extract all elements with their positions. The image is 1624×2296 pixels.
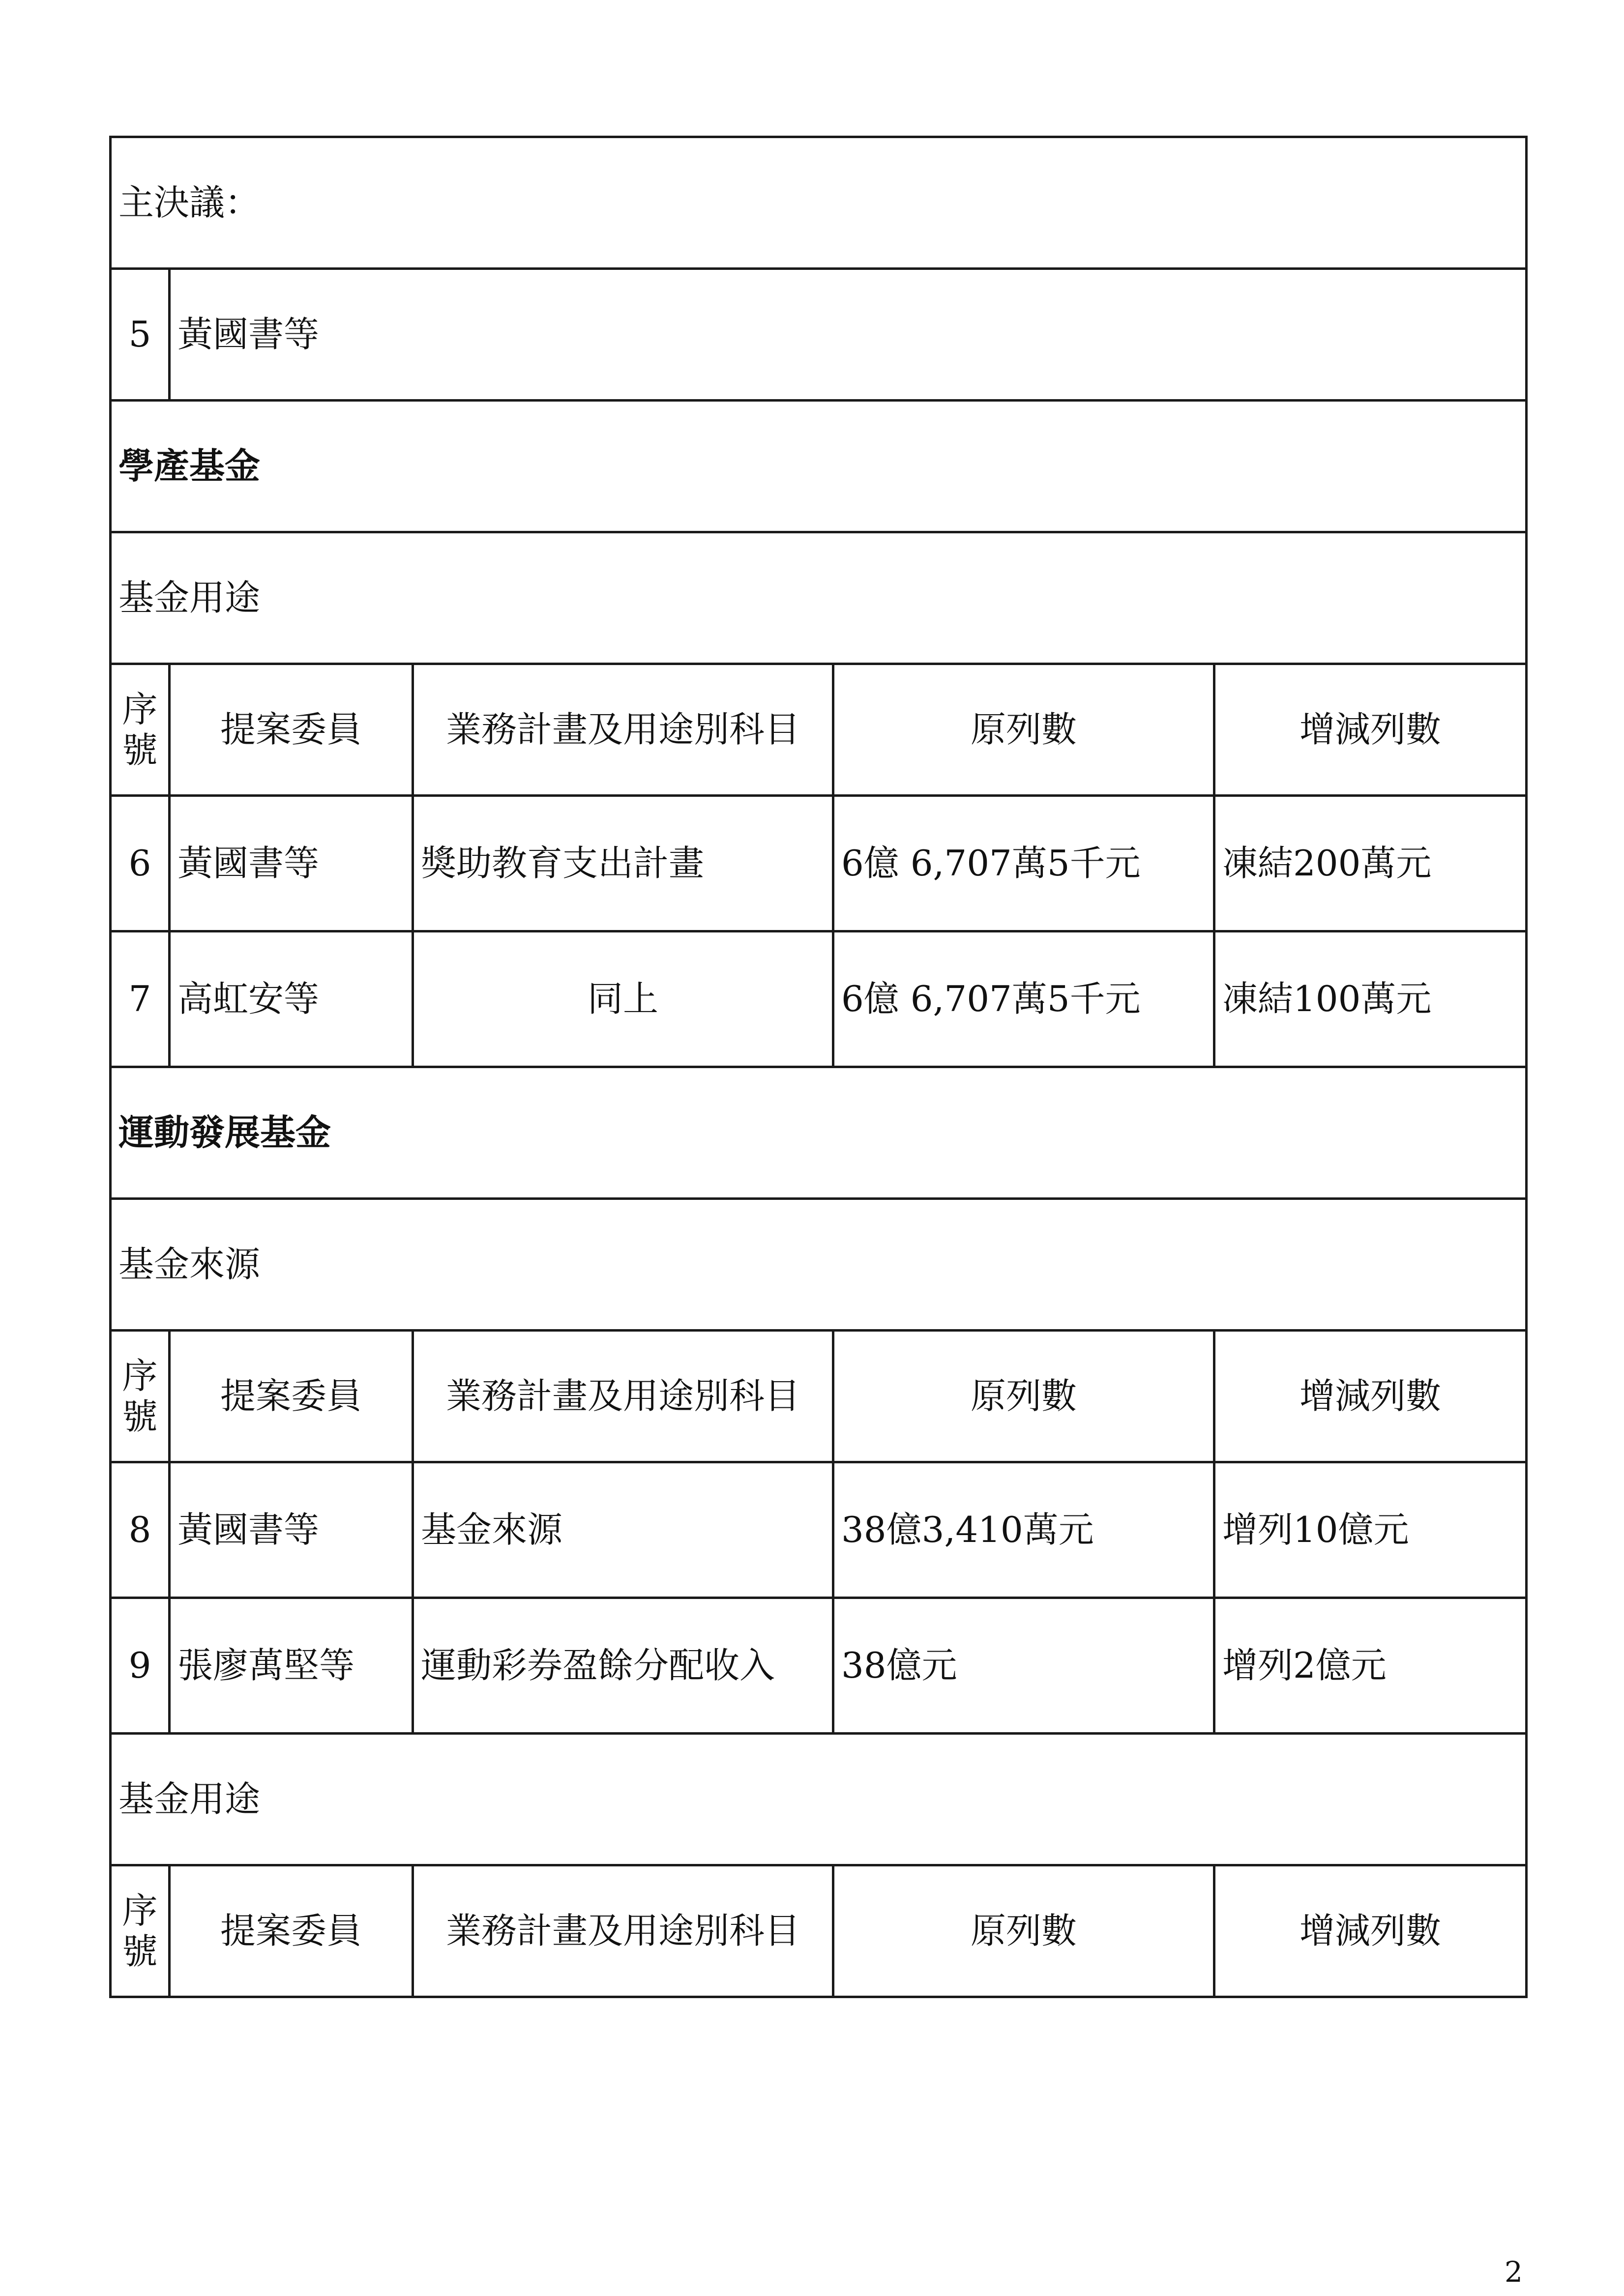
sports-source-label: 基金來源 (111, 1199, 1527, 1331)
proposer: 黃國書等 (170, 269, 1527, 401)
header-row (111, 664, 1527, 796)
row-number: 5 (111, 269, 170, 401)
header-item: 業務計畫及用途別科目 (413, 1331, 833, 1462)
proposer: 黃國書等 (170, 796, 413, 931)
subsection-row (111, 532, 1527, 664)
row-number: 6 (111, 796, 170, 931)
section-title-row (111, 401, 1527, 532)
proposer: 張廖萬堅等 (170, 1598, 413, 1734)
table-row (111, 1462, 1527, 1598)
section-title-row (111, 1067, 1527, 1199)
header-member: 提案委員 (170, 1865, 413, 1997)
header-change: 增減列數 (1214, 1865, 1527, 1997)
header-item: 業務計畫及用途別科目 (413, 664, 833, 796)
change-amount: 凍結200萬元 (1214, 796, 1527, 931)
main-resolution-row (111, 137, 1527, 269)
subsection-row (111, 1734, 1527, 1865)
header-member: 提案委員 (170, 664, 413, 796)
xuechan-fund-title: 學產基金 (111, 401, 1527, 532)
original-amount: 6億 6,707萬5千元 (833, 796, 1214, 931)
change-amount: 增列2億元 (1214, 1598, 1527, 1734)
header-item: 業務計畫及用途別科目 (413, 1865, 833, 1997)
proposer: 黃國書等 (170, 1462, 413, 1598)
plan-item: 基金來源 (413, 1462, 833, 1598)
change-amount: 增列10億元 (1214, 1462, 1527, 1598)
plan-item: 運動彩券盈餘分配收入 (413, 1598, 833, 1734)
header-original: 原列數 (833, 1331, 1214, 1462)
table-row (111, 1598, 1527, 1734)
change-amount: 凍結100萬元 (1214, 931, 1527, 1067)
page-number: 2 (1505, 2255, 1523, 2289)
main-resolution-label: 主決議： (111, 137, 1527, 269)
header-member: 提案委員 (170, 1331, 413, 1462)
row-number: 7 (111, 931, 170, 1067)
header-change: 增減列數 (1214, 1331, 1527, 1462)
header-original: 原列數 (833, 664, 1214, 796)
original-amount: 6億 6,707萬5千元 (833, 931, 1214, 1067)
header-row (111, 1865, 1527, 1997)
row-number: 9 (111, 1598, 170, 1734)
plan-item: 獎助教育支出計畫 (413, 796, 833, 931)
row-number: 8 (111, 1462, 170, 1598)
header-seq: 序號 (111, 664, 170, 796)
header-seq: 序號 (111, 1331, 170, 1462)
table-row (111, 931, 1527, 1067)
table-row (111, 796, 1527, 931)
sports-use-label: 基金用途 (111, 1734, 1527, 1865)
header-original: 原列數 (833, 1865, 1214, 1997)
header-change: 增減列數 (1214, 664, 1527, 796)
header-seq: 序號 (111, 1865, 170, 1997)
resolution-table (109, 136, 1528, 1998)
original-amount: 38億3,410萬元 (833, 1462, 1214, 1598)
subsection-row (111, 1199, 1527, 1331)
xuechan-use-label: 基金用途 (111, 532, 1527, 664)
sports-fund-title: 運動發展基金 (111, 1067, 1527, 1199)
plan-item: 同上 (413, 931, 833, 1067)
table-row (111, 269, 1527, 401)
header-row (111, 1331, 1527, 1462)
original-amount: 38億元 (833, 1598, 1214, 1734)
proposer: 高虹安等 (170, 931, 413, 1067)
